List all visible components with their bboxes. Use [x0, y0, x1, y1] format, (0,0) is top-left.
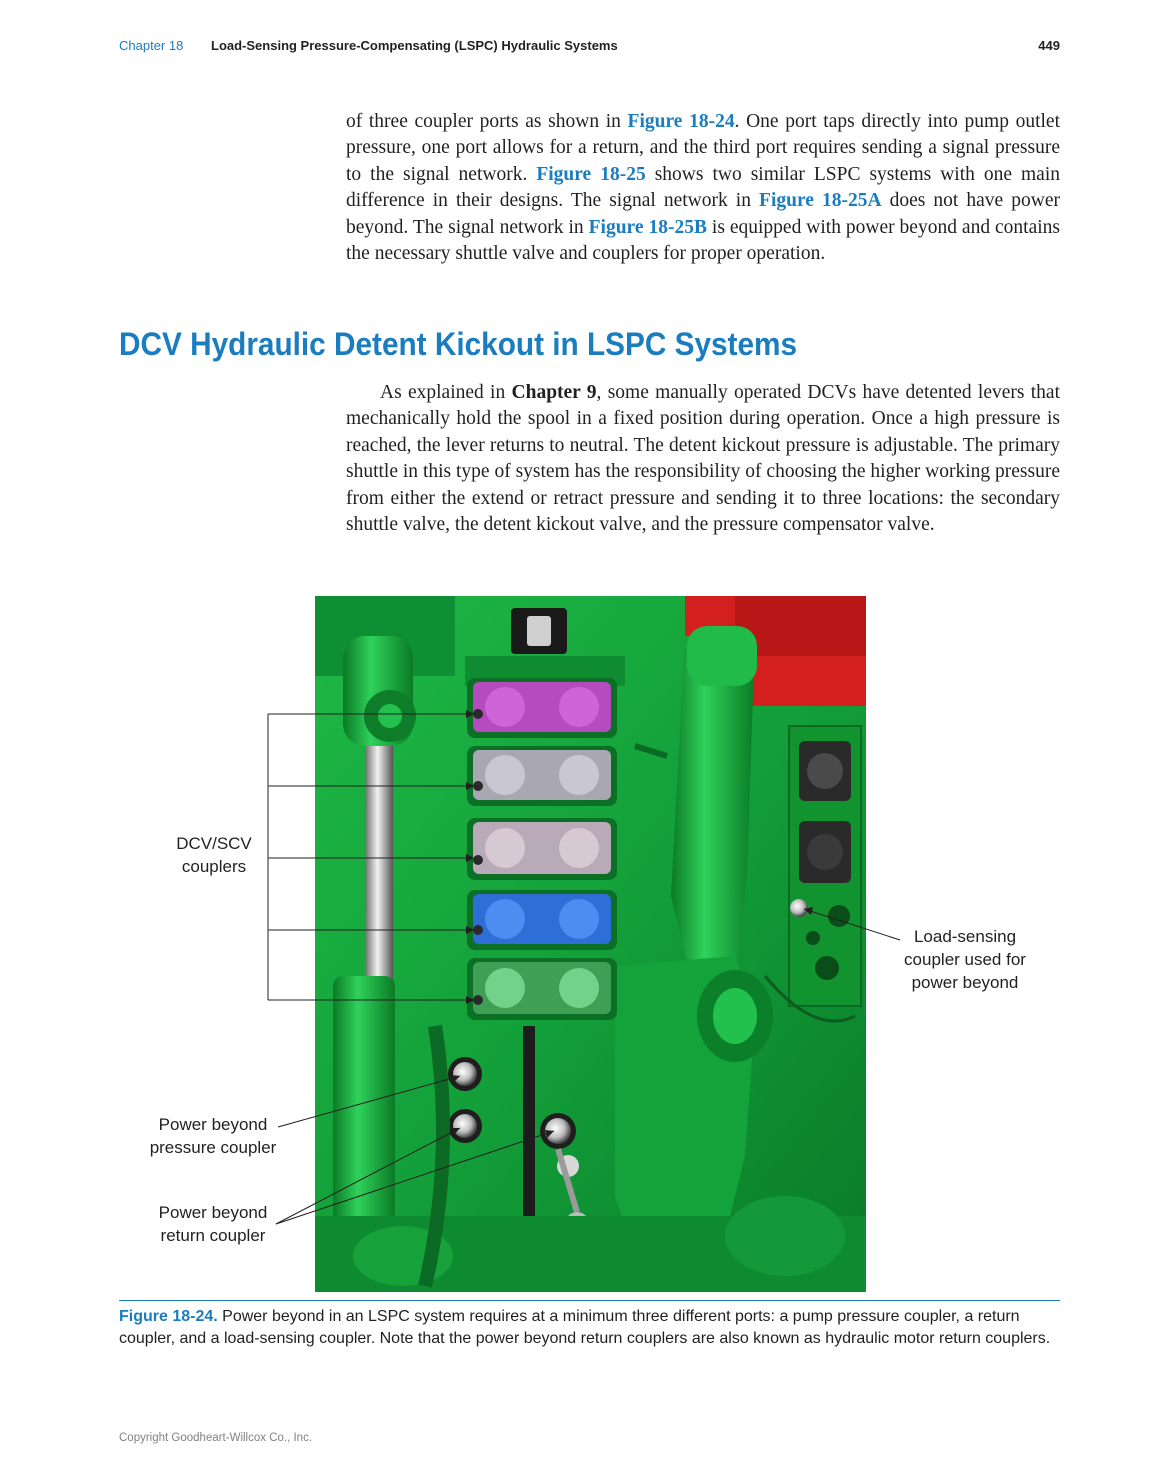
caption-text: Power beyond in an LSPC system requires at a minimum three different ports: a pump pressure coupler, a return coupler, and a load-sensing coupler. Note that the power beyond return couplers are also known as hydraulic motor return couplers. [119, 1308, 1051, 1347]
dcv-coupler-stack [467, 678, 617, 1020]
intro-text-3: shows two similar LSPC systems with one main difference in their designs. The signal network in [346, 163, 1060, 212]
callout-power-beyond-pressure [140, 1113, 286, 1159]
callout-ls-line-1: Load-sensing [913, 927, 1017, 946]
running-header [119, 38, 1060, 58]
section-text-2: , some manually operated DCVs have detented levers that mechanically hold the spool in a fixed position during operation. Once a high pressure is reached, the lever returns to neutral. The detent kickout pressure is adjustable. The primary shuttle in this type of system has the responsibility of choosing the higher working pressure from either the extend or retract pressure and sending it to three locations: the secondary shuttle valve, the detent kickout valve, and the pressure compensator valve. [346, 382, 1060, 536]
callout-pr-line-2: return coupler [160, 1226, 266, 1245]
intro-text-4: does not have power beyond. The signal network in [346, 190, 1061, 238]
power-beyond-pressure-coupler [453, 1062, 477, 1086]
section-heading: DCV Hydraulic Detent Kickout in LSPC Systems [119, 326, 798, 362]
copyright-footer: Copyright Goodheart-Willcox Co., Inc. [119, 1432, 313, 1444]
intro-text-5: is equipped with power beyond and contains the necessary shuttle valve and couplers for proper operation. [346, 216, 1060, 265]
page-number: 449 [1038, 38, 1060, 53]
callout-ls-line-2: coupler used for [904, 950, 1026, 969]
ref-figure-18-25[interactable]: Figure 18-25 [536, 163, 646, 185]
ref-figure-18-25b[interactable]: Figure 18-25B [588, 216, 707, 238]
callout-dcv-scv-couplers [168, 832, 260, 878]
callout-pp-line-2: pressure coupler [149, 1138, 277, 1157]
caption-label: Figure 18-24. [119, 1308, 218, 1325]
callout-pr-line-1: Power beyond [158, 1203, 268, 1222]
header-title: Load-Sensing Pressure-Compensating (LSPC) Hydraulic Systems [211, 38, 618, 53]
tractor-hydraulics-illustration [315, 596, 866, 1292]
ref-figure-18-25a[interactable]: Figure 18-25A [759, 190, 882, 212]
figure-caption [119, 1306, 1060, 1349]
callout-dcv-line-1: DCV/SCV [176, 834, 252, 853]
intro-text-1: of three coupler ports as shown in [346, 111, 628, 132]
power-beyond-return-coupler-left [453, 1114, 477, 1138]
ref-figure-18-24[interactable]: Figure 18-24 [627, 111, 735, 132]
intro-text-2: . One port taps directly into pump outlet pressure, one port allows for a return, and the third port requires sending a signal pressure to the signal network. [346, 111, 1060, 185]
figure-photo [315, 596, 866, 1292]
callout-pp-line-1: Power beyond [158, 1115, 268, 1134]
section-paragraph [346, 380, 1060, 538]
ref-chapter-9: Chapter 9 [511, 382, 597, 403]
caption-rule [119, 1300, 1060, 1301]
power-beyond-return-coupler-right [545, 1118, 571, 1144]
load-sensing-coupler [790, 899, 808, 917]
callout-load-sensing-coupler [890, 925, 1040, 994]
header-chapter: Chapter 18 [119, 38, 184, 53]
callout-ls-line-3: power beyond [911, 973, 1019, 992]
section-text-1: As explained in [380, 382, 512, 403]
intro-paragraph [346, 109, 1060, 267]
callout-dcv-line-2: couplers [181, 857, 247, 876]
hydraulic-cylinder-rod [365, 746, 393, 1006]
callout-power-beyond-return [150, 1201, 276, 1247]
